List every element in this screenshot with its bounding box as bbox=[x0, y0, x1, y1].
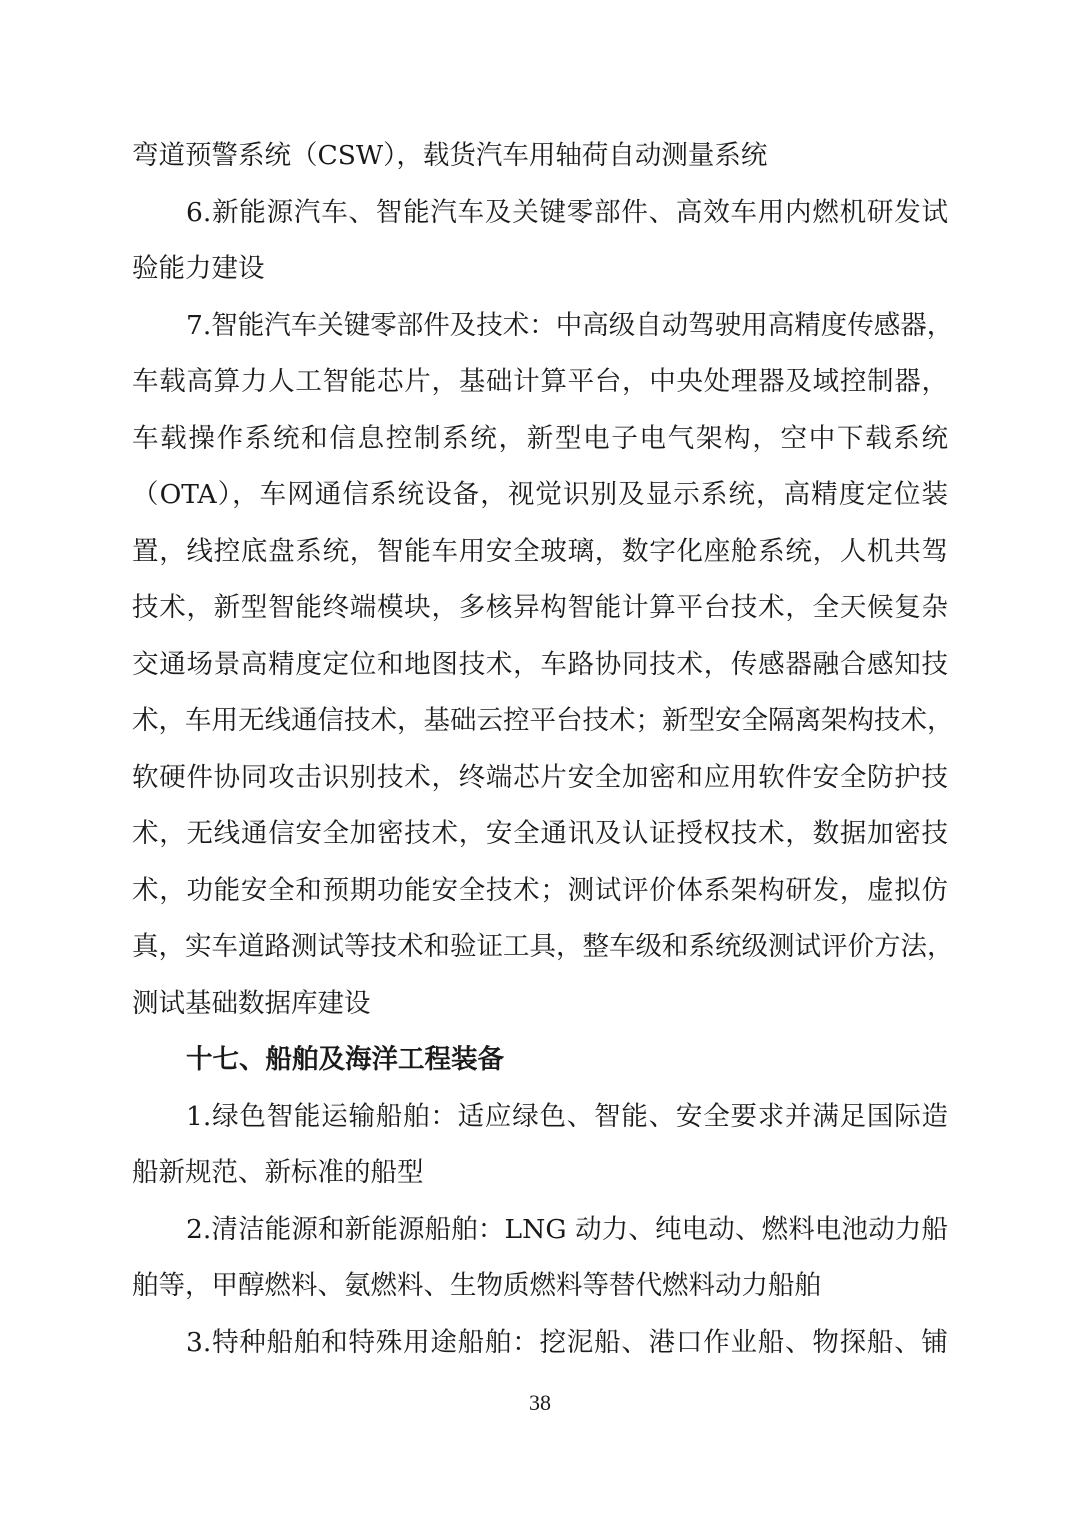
paragraph-item-1 bbox=[132, 1089, 948, 1202]
paragraph-continuation bbox=[132, 128, 948, 185]
text-line: 车载操作系统和信息控制系统，新型电子电气架构，空中下载系统 bbox=[132, 422, 948, 454]
paragraph-item-3 bbox=[132, 1315, 948, 1372]
text-line: 测试基础数据库建设 bbox=[132, 987, 371, 1019]
text-line: 3.特种船舶和特殊用途船舶：挖泥船、港口作业船、物探船、铺 bbox=[186, 1326, 948, 1358]
text-line: （OTA），车网通信系统设备，视觉识别及显示系统，高精度定位装 bbox=[132, 479, 948, 510]
text-line: 1.绿色智能运输船舶：适应绿色、智能、安全要求并满足国际造 bbox=[186, 1100, 948, 1132]
text-line: 6.新能源汽车、智能汽车及关键零部件、高效车用内燃机研发试 bbox=[186, 196, 948, 228]
section-heading bbox=[132, 1032, 948, 1089]
paragraph-item-6 bbox=[132, 185, 948, 298]
text-line: 术，无线通信安全加密技术，安全通讯及认证授权技术，数据加密技 bbox=[132, 818, 948, 849]
text-line: 2.清洁能源和新能源船舶：LNG 动力、纯电动、燃料电池动力船 bbox=[186, 1213, 948, 1245]
text-line: 技术，新型智能终端模块，多核异构智能计算平台技术，全天候复杂 bbox=[132, 592, 948, 623]
text-line: 7.智能汽车关键零部件及技术：中高级自动驾驶用高精度传感器， bbox=[186, 309, 954, 341]
text-line: 车载高算力人工智能芯片，基础计算平台，中央处理器及域控制器， bbox=[132, 366, 948, 397]
paragraph-item-2 bbox=[132, 1202, 948, 1315]
text-line: 验能力建设 bbox=[132, 253, 265, 284]
text-line: 置，线控底盘系统，智能车用安全玻璃，数字化座舱系统，人机共驾 bbox=[132, 535, 948, 567]
text-line: 术，车用无线通信技术，基础云控平台技术；新型安全隔离架构技术， bbox=[132, 705, 954, 736]
paragraph-item-7 bbox=[132, 298, 954, 1033]
heading-text: 十七、船舶及海洋工程装备 bbox=[186, 1044, 504, 1075]
page-number: 38 bbox=[529, 1390, 551, 1415]
text-line: 舶等，甲醇燃料、氨燃料、生物质燃料等替代燃料动力船舶 bbox=[132, 1270, 821, 1301]
document-page bbox=[132, 128, 954, 1371]
text-line: 交通场景高精度定位和地图技术，车路协同技术，传感器融合感知技 bbox=[132, 648, 948, 680]
text-line: 软硬件协同攻击识别技术，终端芯片安全加密和应用软件安全防护技 bbox=[132, 761, 948, 793]
text-line: 船新规范、新标准的船型 bbox=[132, 1157, 424, 1188]
text-line: 真，实车道路测试等技术和验证工具，整车级和系统级测试评价方法， bbox=[132, 931, 954, 962]
text-line: 术，功能安全和预期功能安全技术；测试评价体系架构研发，虚拟仿 bbox=[132, 874, 948, 906]
text-line: 弯道预警系统（CSW），载货汽车用轴荷自动测量系统 bbox=[132, 140, 768, 171]
